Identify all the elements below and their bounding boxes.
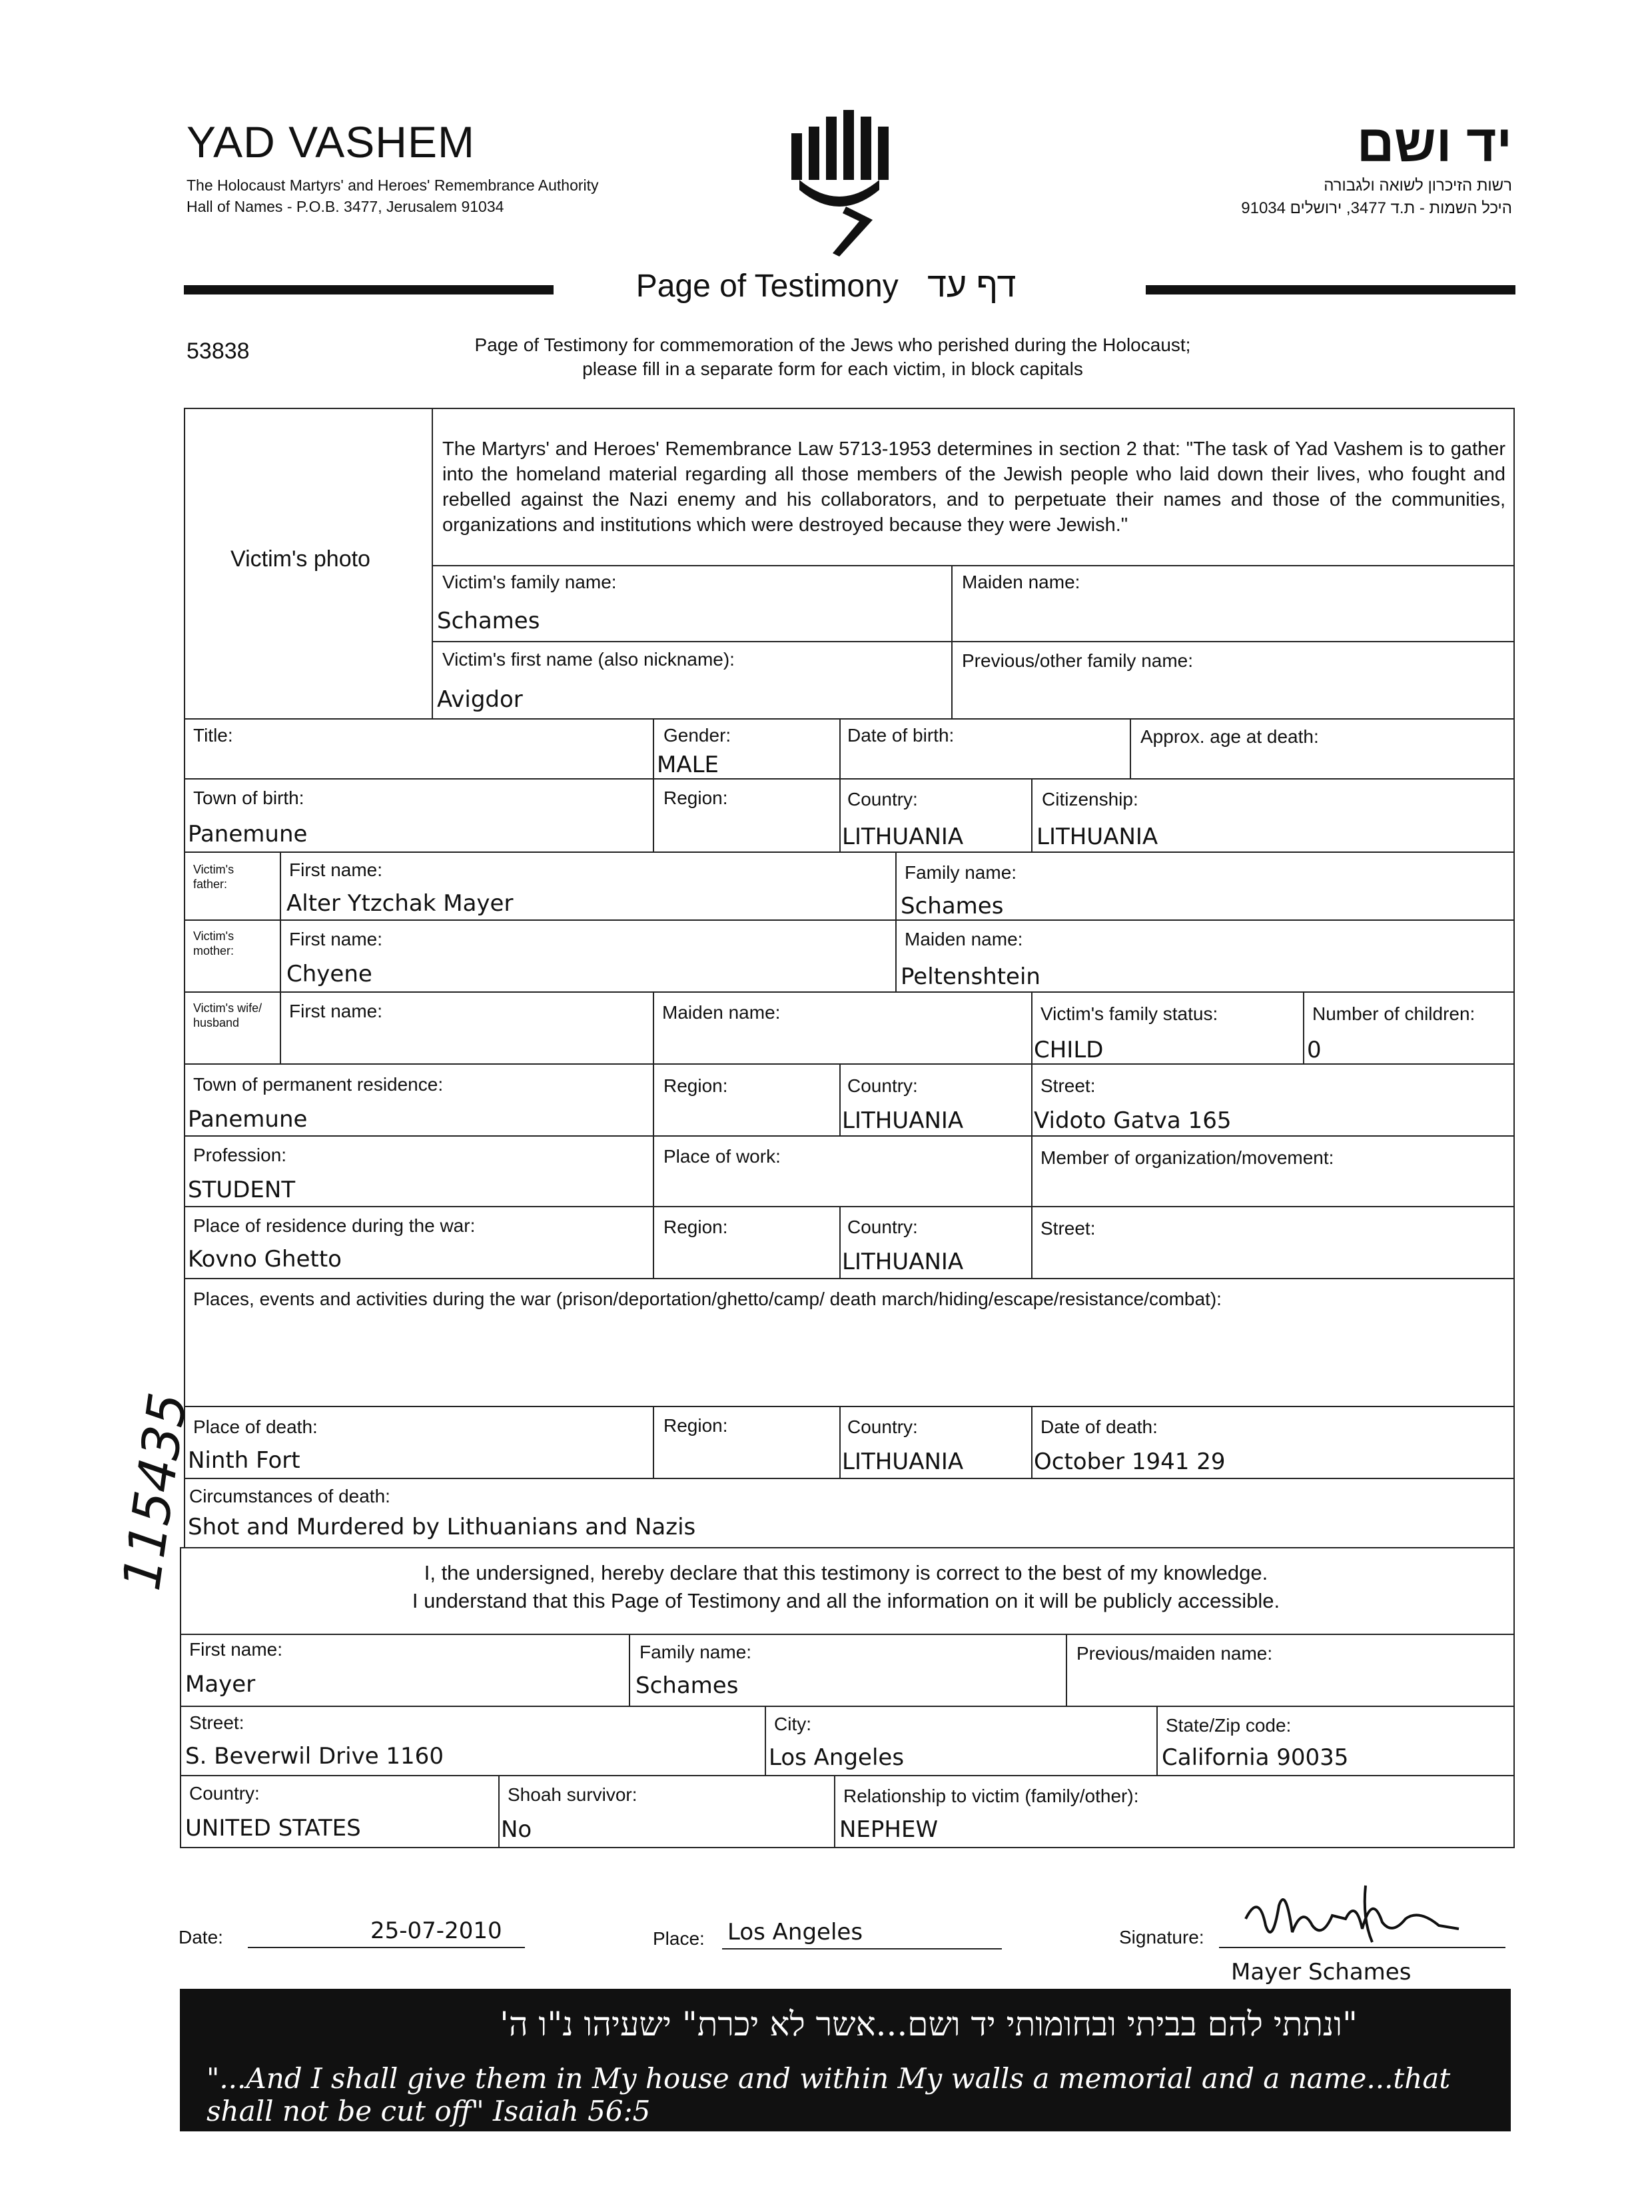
prev-family-label: Previous/other family name:	[962, 650, 1194, 671]
country-war-label: Country:	[847, 1217, 918, 1237]
sub-first-label: First name:	[189, 1639, 283, 1660]
father-first-label: First name:	[289, 859, 383, 880]
sub-state-value[interactable]: California 90035	[1162, 1744, 1349, 1771]
mother-first-label: First name:	[289, 929, 383, 949]
place-label: Place:	[653, 1928, 705, 1949]
sub-family-value[interactable]: Schames	[635, 1672, 739, 1699]
family-status-label: Victim's family status:	[1040, 1003, 1218, 1024]
place-work-label: Place of work:	[663, 1146, 781, 1167]
gender-value[interactable]: MALE	[657, 752, 719, 778]
declaration-line2: I understand that this Page of Testimony and all the information on it will be publicly accessible.	[412, 1589, 1280, 1612]
signature-scribble-icon	[1239, 1879, 1465, 1952]
father-first-value[interactable]: Alter Ytzchak Mayer	[286, 890, 514, 917]
family-status-value[interactable]: CHILD	[1034, 1037, 1104, 1063]
country-birth-label: Country:	[847, 789, 918, 810]
date-label: Date:	[179, 1927, 223, 1947]
form-title	[0, 265, 1652, 305]
places-events-label: Places, events and activities during the war (prison/deportation/ghetto/camp/ death march/hiding/escape/resistance/combat):	[193, 1289, 1222, 1309]
country-death-label: Country:	[847, 1416, 918, 1437]
father-family-label: Family name:	[905, 862, 1017, 883]
title-label: Title:	[193, 725, 233, 746]
citizenship-value[interactable]: LITHUANIA	[1036, 824, 1158, 850]
sub-survivor-label: Shoah survivor:	[508, 1784, 637, 1805]
member-org-label: Member of organization/movement:	[1040, 1147, 1334, 1168]
signature-name: Mayer Schames	[1231, 1959, 1412, 1985]
children-box	[1303, 991, 1515, 1065]
street-war-box	[1031, 1206, 1515, 1279]
sub-country-label: Country:	[189, 1783, 260, 1804]
form-title-en: Page of Testimony	[635, 269, 899, 304]
sub-city-value[interactable]: Los Angeles	[769, 1744, 905, 1771]
region-war-label: Region:	[663, 1217, 728, 1237]
profession-value[interactable]: STUDENT	[188, 1177, 296, 1203]
footer-hebrew: "ונתתי להם בביתי ובחומותי יד ושם...אשר לא יכרת" ישעיהו נ"ו ה'	[500, 2005, 1358, 2043]
declaration-line1: I, the undersigned, hereby declare that this testimony is correct to the best of my knowledge.	[424, 1561, 1268, 1584]
place-war-value[interactable]: Kovno Ghetto	[188, 1246, 342, 1273]
sub-family-label: Family name:	[639, 1642, 752, 1662]
signature-label: Signature:	[1119, 1927, 1204, 1947]
country-birth-value[interactable]: LITHUANIA	[842, 824, 964, 850]
spouse-maiden-label: Maiden name:	[662, 1002, 781, 1023]
country-perm-value[interactable]: LITHUANIA	[842, 1107, 964, 1134]
country-war-value[interactable]: LITHUANIA	[842, 1249, 964, 1275]
town-perm-value[interactable]: Panemune	[188, 1106, 308, 1133]
sub-survivor-value[interactable]: No	[501, 1816, 532, 1843]
sub-first-value[interactable]: Mayer	[185, 1671, 256, 1698]
family-name-label: Victim's family name:	[442, 572, 617, 592]
declaration-text	[183, 1559, 1509, 1615]
street-war-label: Street:	[1040, 1218, 1096, 1239]
law-text: The Martyrs' and Heroes' Remembrance Law 5713-1953 determines in section 2 that: "The task of Yad Vashem is to gather into the homeland material regarding all those members of the Jewish people who laid down their lives, who fought and rebelled against the Nazi enemy and his collaborators, and to perpetuate their names and those of the communities, organizations and institutions which were destroyed because they were Jewish."	[442, 438, 1505, 536]
children-value[interactable]: 0	[1307, 1037, 1322, 1063]
country-death-value[interactable]: LITHUANIA	[842, 1448, 964, 1475]
spouse-tag: Victim's wife/ husband	[193, 1001, 262, 1029]
profession-label: Profession:	[193, 1145, 287, 1165]
circumstances-value[interactable]: Shot and Murdered by Lithuanians and Nazis	[188, 1514, 696, 1540]
family-name-value[interactable]: Schames	[437, 608, 540, 634]
first-name-value[interactable]: Avigdor	[437, 686, 523, 713]
org-subtitle-hebrew-line2: היכל השמות - ת.ד 3477, ירושלים 91034	[1241, 199, 1512, 217]
intro-line1: Page of Testimony for commemoration of the Jews who perished during the Holocaust;	[474, 334, 1191, 355]
sub-relationship-value[interactable]: NEPHEW	[839, 1816, 939, 1843]
photo-label: Victim's photo	[230, 546, 370, 572]
date-death-value[interactable]: October 1941 29	[1034, 1448, 1226, 1475]
sub-relationship-label: Relationship to victim (family/other):	[843, 1786, 1139, 1806]
sub-country-value[interactable]: UNITED STATES	[185, 1815, 361, 1842]
town-birth-label: Town of birth:	[193, 788, 304, 808]
date-line	[248, 1947, 525, 1948]
handwritten-number: 115435	[112, 1389, 199, 1594]
place-death-label: Place of death:	[193, 1416, 318, 1437]
org-subtitle-hebrew-line1: רשות הזיכרון לשואה ולגבורה	[1324, 177, 1512, 195]
date-death-label: Date of death:	[1040, 1416, 1158, 1437]
circumstances-label: Circumstances of death:	[189, 1486, 390, 1506]
mother-maiden-label: Maiden name:	[905, 929, 1023, 949]
sub-street-label: Street:	[189, 1712, 244, 1733]
org-subtitle-line2: Hall of Names - P.O.B. 3477, Jerusalem 91034	[187, 198, 504, 215]
place-line	[722, 1948, 1002, 1949]
region-birth-label: Region:	[663, 788, 728, 808]
father-family-value[interactable]: Schames	[901, 893, 1004, 919]
sub-street-value[interactable]: S. Beverwil Drive 1160	[185, 1743, 444, 1770]
region-death-label: Region:	[663, 1415, 728, 1436]
maiden-name-label: Maiden name:	[962, 572, 1080, 592]
father-tag: Victim's father:	[193, 863, 234, 891]
mother-tag: Victim's mother:	[193, 929, 234, 957]
street-perm-value[interactable]: Vidoto Gatva 165	[1034, 1107, 1232, 1134]
footer-english: "...And I shall give them in My house and within My walls a memorial and a name...that shall not be cut off" Isaiah 56:5	[206, 2062, 1451, 2127]
place-value[interactable]: Los Angeles	[727, 1919, 863, 1945]
mother-first-value[interactable]: Chyene	[286, 961, 372, 987]
town-perm-label: Town of permanent residence:	[193, 1074, 444, 1095]
sub-state-label: State/Zip code:	[1166, 1715, 1292, 1736]
first-name-label: Victim's first name (also nickname):	[442, 649, 735, 670]
org-subtitle	[187, 175, 599, 217]
sub-city-label: City:	[774, 1714, 811, 1734]
yad-vashem-logo-icon	[786, 107, 893, 260]
org-title-hebrew: יד ושם	[1356, 114, 1512, 173]
region-perm-label: Region:	[663, 1075, 728, 1096]
intro-line2: please fill in a separate form for each victim, in block capitals	[582, 358, 1083, 379]
dob-label: Date of birth:	[847, 725, 955, 746]
member-org-box	[1031, 1135, 1515, 1207]
org-title: YAD VASHEM	[187, 117, 475, 167]
org-subtitle-hebrew	[1241, 175, 1512, 220]
street-perm-label: Street:	[1040, 1075, 1096, 1096]
country-perm-label: Country:	[847, 1075, 918, 1096]
place-death-value[interactable]: Ninth Fort	[188, 1447, 300, 1474]
title-box	[184, 718, 654, 780]
children-label: Number of children:	[1312, 1003, 1475, 1024]
citizenship-label: Citizenship:	[1042, 789, 1138, 810]
intro-text	[373, 333, 1292, 381]
region-perm-box	[653, 1063, 841, 1137]
sub-prev-label: Previous/maiden name:	[1076, 1643, 1273, 1664]
town-birth-value[interactable]: Panemune	[188, 821, 308, 847]
spouse-first-label: First name:	[289, 1001, 383, 1021]
footer-banner	[180, 1989, 1511, 2131]
date-value[interactable]: 25-07-2010	[370, 1918, 502, 1944]
mother-maiden-value[interactable]: Peltenshtein	[901, 963, 1040, 990]
age-label: Approx. age at death:	[1140, 726, 1319, 747]
reference-number: 53838	[187, 338, 250, 364]
place-war-label: Place of residence during the war:	[193, 1215, 476, 1236]
org-subtitle-line1: The Holocaust Martyrs' and Heroes' Remembrance Authority	[187, 177, 599, 194]
gender-label: Gender:	[663, 725, 731, 746]
form-title-he: דף עד	[927, 266, 1017, 304]
